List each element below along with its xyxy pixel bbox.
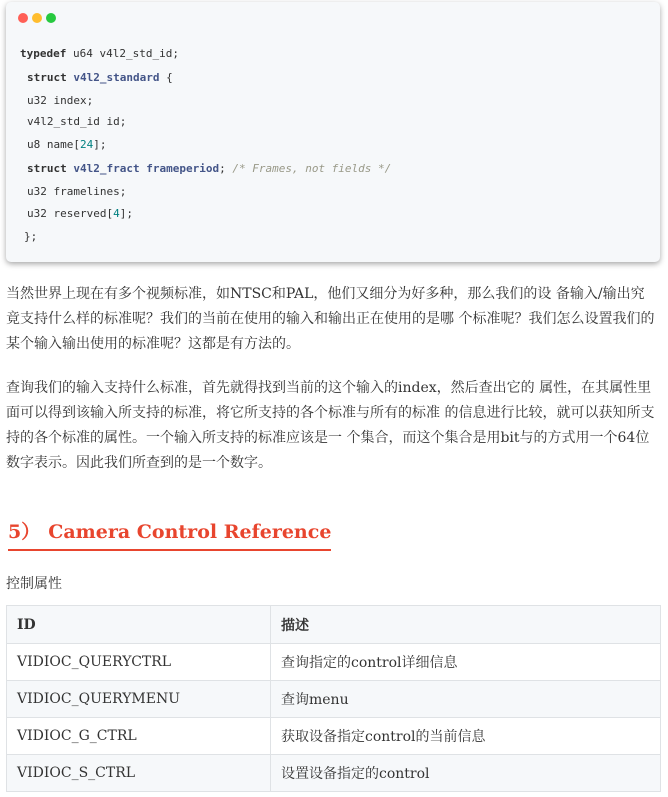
window-controls: [18, 13, 56, 23]
code-line: u32 framelines;: [27, 185, 127, 198]
paragraph-video-standards: 当然世界上现在有多个视频标准，如NTSC和PAL，他们又细分为好多种，那么我们的设 备输入/输出究竟支持什么样的标准呢？我们的当前在使用的输入和输出正在使用的是哪 个标准呢？我们怎么设置我们的某个输入输出使用的标准呢？这都是有方法的。: [6, 286, 655, 352]
paragraph-query-standards: 查询我们的输入支持什么标准，首先就得找到当前的这个输入的index，然后查出它的 属性，在其属性里面可以得到该输入所支持的标准，将它所支持的各个标准与所有的标准 的信息进行比较，就可以获知所支持的各个标准的属性。一个输入所支持的标准应该是一 个集合，而这个集合是用bit与的方式用一个64位数字表示。因此我们所查到的是一个数字。: [6, 380, 655, 471]
code-line: typedef u64 v4l2_std_id;: [20, 47, 179, 60]
cell-desc: 查询指定的control详细信息: [271, 644, 661, 681]
minimize-dot-icon: [32, 13, 42, 23]
maximize-dot-icon: [46, 13, 56, 23]
control-table: [6, 605, 661, 792]
code-line: u32 reserved[4];: [27, 207, 133, 220]
code-block: [6, 2, 660, 262]
cell-id: VIDIOC_QUERYCTRL: [7, 644, 271, 681]
cell-desc: 设置设备指定的control: [271, 755, 661, 792]
code-line: u8 name[24];: [27, 138, 107, 151]
table-row: [7, 681, 661, 718]
table-row: [7, 718, 661, 755]
table-row: [7, 755, 661, 792]
cell-id: VIDIOC_QUERYMENU: [7, 681, 271, 718]
code-line: struct v4l2_standard {: [27, 71, 173, 84]
column-header-desc: 描述: [271, 606, 661, 644]
control-properties-label: 控制属性: [6, 576, 62, 592]
code-line: u32 index;: [27, 94, 94, 107]
section-heading: 5） Camera Control Reference: [8, 519, 331, 551]
table-header-row: [7, 606, 661, 644]
code-line: };: [24, 230, 38, 243]
close-dot-icon: [18, 13, 28, 23]
cell-id: VIDIOC_G_CTRL: [7, 718, 271, 755]
cell-desc: 获取设备指定control的当前信息: [271, 718, 661, 755]
table-row: [7, 644, 661, 681]
column-header-id: ID: [7, 606, 271, 644]
code-line: struct v4l2_fract frameperiod; /* Frames, not fields */: [27, 162, 392, 175]
code-line: v4l2_std_id id;: [27, 115, 127, 128]
cell-desc: 查询menu: [271, 681, 661, 718]
cell-id: VIDIOC_S_CTRL: [7, 755, 271, 792]
